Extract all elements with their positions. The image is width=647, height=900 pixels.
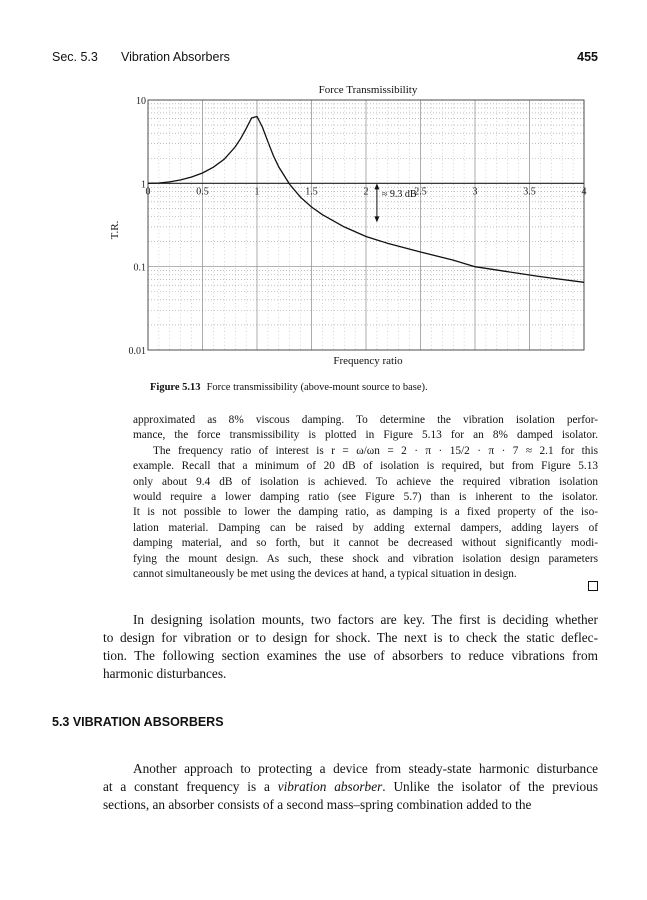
text-line: cannot simultaneously be met using the devices at hand, a typical situation in design. [133, 568, 517, 581]
x-tick-label: 3 [472, 186, 478, 198]
page-number: 455 [577, 50, 598, 64]
x-tick-label: 0.5 [196, 186, 209, 198]
text-line: mance, the force transmissibility is plotted in Figure 5.13 for an 8% damped isolator. [133, 429, 598, 442]
emphasized-term: vibration absorber [277, 779, 383, 794]
x-tick-label: 1 [254, 186, 260, 198]
text-line: only about 9.4 dB of isolation is achieved. To achieve the required vibration isolation [133, 475, 598, 488]
x-tick-label: 4 [581, 186, 587, 198]
chart-svg [100, 80, 600, 370]
text-line: It is not possible to lower the damping ratio, as damping is a fixed property of the iso- [133, 506, 598, 519]
x-tick-label: 2.5 [414, 186, 427, 198]
figure-label: Figure 5.13 [150, 382, 201, 393]
text-line: to design for vibration or to design for shock. The next is to check the static deflec- [103, 630, 598, 645]
annotation-arrowhead-up [374, 183, 379, 189]
figure-caption [150, 382, 428, 393]
section-number: Sec. 5.3 [52, 50, 98, 64]
end-of-example-square [588, 581, 598, 591]
paragraph-damping [133, 413, 598, 582]
text-line: The frequency ratio of interest is r = ω/ωn = 2 · π · 15/2 · π · 7 ≈ 2.1 for this [153, 444, 598, 457]
text-line: In designing isolation mounts, two factors are key. The first is deciding whether [133, 612, 598, 627]
x-axis-label: Frequency ratio [333, 355, 403, 367]
text-line: sections, an absorber consists of a second mass–spring combination added to the [103, 797, 532, 812]
text-line: Another approach to protecting a device from steady-state harmonic disturbance [133, 761, 598, 776]
x-tick-label: 1.5 [305, 186, 318, 198]
paragraph-absorbers [103, 760, 598, 814]
x-tick-label: 3.5 [523, 186, 536, 198]
text-line: harmonic disturbances. [103, 666, 227, 681]
text-fragment: at a constant frequency is a [103, 779, 278, 794]
text-line [103, 778, 598, 796]
y-tick-label: 1 [141, 179, 146, 191]
annotation-arrowhead-down [374, 216, 379, 222]
y-tick-label: 10 [136, 96, 146, 107]
text-line: example. Recall that a minimum of 20 dB of isolation is required, but from Figure 5.13 [133, 460, 598, 473]
text-line: would require a lower damping ratio (see Figure 5.7) than is inherent to the isolator. [133, 491, 598, 504]
section-heading: 5.3 VIBRATION ABSORBERS [52, 715, 224, 729]
text-fragment: . Unlike the isolator of the previous [382, 779, 598, 794]
text-line: tion. The following section examines the use of absorbers to reduce vibrations from [103, 648, 598, 663]
running-title: Vibration Absorbers [121, 50, 230, 64]
text-line: damping material, and so forth, but it cannot be decreased without significantly modi- [133, 537, 598, 550]
y-axis-label: T.R. [109, 220, 121, 240]
figure-caption-text: Force transmissibility (above-mount source to base). [206, 382, 428, 393]
text-line: fying the mount design. As such, these shock and vibration isolation design parameters [133, 552, 598, 565]
text-line: approximated as 8% viscous damping. To determine the vibration isolation perfor- [133, 414, 598, 426]
x-tick-label: 0 [145, 186, 151, 198]
text-line: lation material. Damping can be raised by adding external dampers, adding layers of [133, 521, 598, 534]
y-tick-label: 0.1 [133, 262, 146, 274]
y-tick-label: 0.01 [128, 346, 146, 357]
running-header [52, 50, 598, 66]
transmissibility-chart [100, 80, 600, 370]
annotation-label: ≈ 9.3 dB [381, 188, 417, 200]
paragraph-isolation-mounts [103, 611, 598, 683]
x-tick-label: 2 [363, 186, 369, 198]
chart-title: Force Transmissibility [318, 84, 418, 96]
